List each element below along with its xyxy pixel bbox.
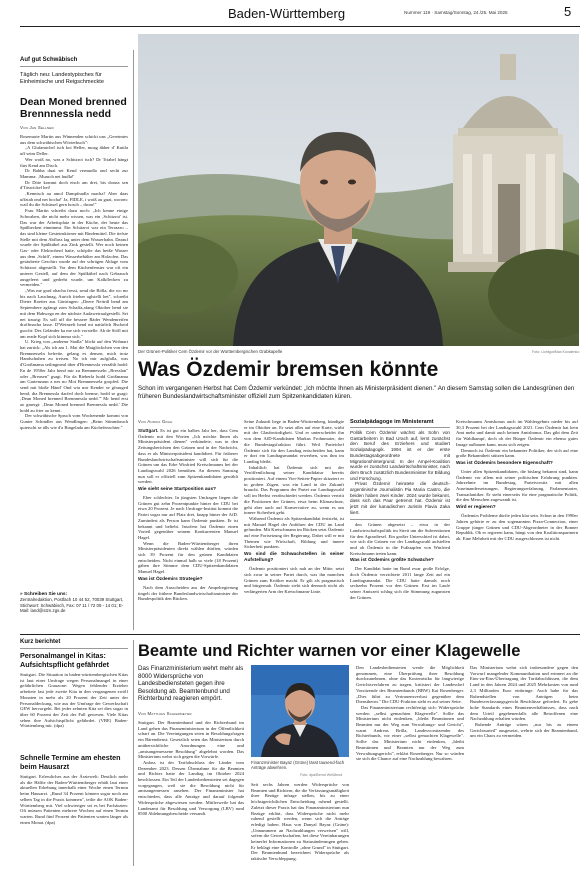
top-story-intro: Schon im vergangenen Herbst hat Cem Özdemir verkündet: „Ich möchte Ihnen als Ministerpräsident dienen." An diesem Samstag sollen die Landesgrünen den früheren Bundeslandwirtschaftsminister offiziell zum Spitzenkandidaten küren.	[138, 385, 575, 400]
top-col4-subhead: Was ist Özdemirs besondere Eigenschaft?	[456, 460, 553, 466]
bayaz-photo	[251, 665, 349, 757]
bottom-story-intro: Das Finanzministerium wehrt mehr als 8000 Widersprüche von Landesbediensteten gegen ihre Besoldung ab. Beamtenbund und Richterbund reagieren empört.	[138, 665, 244, 703]
sidebar-paragraph: ‚Kenntsch au amol Dampfnudla macha? Aber daas uffziah ond net bocha!' Ja, FIDLE, i woiß au guat, worom: wail du die Schüssel gern hosch – drom!"	[20, 191, 128, 208]
top-col1-paragraph: Es ist gut ein halbes Jahr her, dass Cem Özdemir mit den Worten „Ich möchte Ihnen als Ministerpräsident dienen" verkündete, was in den Zeitungsberichten den Grünen und in der Nachricht, dass er als Ministerpräsident kandidiert. Für früherer Bundeslandwirtschaftsminister will sich für die Grünen um das Erbe Winfried Kretschmanns bei der Landtagswahl 2026 bemühen. An diesem Samstag nun soll er offiziell zum Spitzenkandidaten gewählt werden.	[138, 428, 238, 485]
sidebar-paragraph: Rosemarie Martin aus Winnenden schickt uns „Gereimtes aus dem schwäbischen Wörterbuch":	[20, 134, 128, 145]
top-col-1	[138, 428, 238, 630]
bottom-col-1	[138, 720, 244, 866]
sidebar-paragraph: U. Krieg von „andermr Stadla" blickt auf den Wohnart hat zurück: „Als ich am 1. Mai die Maiglöckchen von den Brennnesseln befreite, gelang es densen, mich trotz Handschuhen zu treisen. No ich mir aufgfalla, was d'Großmama seilingmeal über d'Brennessla verzählt hodd: En de 1950er Jahr hend mir zu Brennnesseln „Bresslan" oder „Breasen" gsagt. Für da Bieberla hodd Großmama am Gartenzaun a nes no Moi Brennnessela gropfed. Die send mit bloße Händ' Ond wia mir Kender se gfrauged hend, dia Brennessla darfed doch brenne, hodd se gsagt: ‚Dean Moned brenned Brennnessla nedd.'" Mr hend erst ao gmergt: ‚Dean Moned brenned Brennessla nedd.' Die hodd au frier ao kennt.	[20, 339, 128, 413]
top-col1-paragraph: Wenn die Baden-Württemberger ihren Ministerpräsidenten direkt wählen dürften, würden sich 39 Prozent für den grünen Kandidaten entscheiden. Nicht einmal halb so viele (18 Prozent) gäben ihre Stimme dem CDU-Spitzenkandidaten Manuel Hagel.	[138, 540, 238, 575]
top-col2-paragraph: Inhaltlich hat Özdemir sich mit der Veröffentlichung seiner Kandidatur bereits positioniert. Auf einem Vier-Seiten-Papier skizziert er in groben Zügen, was ein Land in der Zukunft braucht. Das Programm der Partei zur Landtagswahl soll im Herbst verabschiedet werden. Özdemir vertritt die Positionen der Grünen, etwa beim Klimaschutz, geht aber auch auf Konservative zu, wenn es um innere Sicherheit geht.	[244, 464, 344, 516]
header-rule	[20, 26, 580, 27]
kurz-item-2-headline: Schnelle Termine am ehesten beim Hausarzt	[20, 753, 121, 771]
top-col3-subhead: Was ist Özdemirs größte Schwäche?	[350, 558, 434, 564]
contact-text: Zentralredaktion, Postfach 10 44 52, 70039 Stuttgart, Stichwort: Schwäbisch, Fax: 07 11 / 72 05 - 14 01; E-Mail: land@stzn.zgs.de	[20, 597, 124, 614]
top-col4-paragraph: Kretschmanns Amtsbonus auch im Wahlergebnis nieder bis auf 30,3 Prozent bei der Landtagswahl 2021. Cem Özdemir hat kein Amt mehr und damit auch keinen Amtsbonus. Das gibt dem Zeit für Wahlkampf, doch ob der Bürger Özdemir ein ebenso gutes Image aufbauen kann, muss sich zeigen.	[456, 419, 578, 447]
kurz-section-label: Kurz berichtet	[20, 639, 61, 645]
sidebar-paragraph: Der schwäbische Spruch vom Wochenende kommt von Gunter Schindler aus Wendlingen: „Beim Stimmbruch quietscht se älls wie d'a Ringelada am Küchefenschter."	[20, 413, 128, 430]
top-col3-paragraph: Der Kandidat hatte im Bund zwar große Erfolge, doch Özdemir verzichtete 2011 lange Zeit auf ein Landtagsmandat. Die CDU hatte damals noch sechzehn Prozent vor den Grünen. Erst im Laufe seiner Amtszeit schlug sich die Stimmung zugunsten der Grünen.	[350, 566, 450, 600]
top-col2-subhead: Wo sind die Schwachstellen in seiner Aufstellung?	[244, 552, 344, 564]
top-col4-paragraph: Özdemirs Probleme dürfte jeden klar sein. Schon in den 1990er Jahren gehörte er zu den sogenannten Pizza-Connection, einer Gruppe jünger Grünen und CDU-Abgeordneter in der Bonner Republik. Ob er regieren kann, hängt von den Koalitionspartnern ab. Eine Mehrheit mit der CDU ausgeschlossen ist nicht.	[456, 513, 578, 541]
top-col-2	[244, 419, 344, 630]
bottom-col1-paragraph: Anlass ist der Tarifabschluss der Länder vom Dezember 2023. Dessen Übernahme für die Beamten und Richter hatte der Landtag im Oktober 2024 beschlossen. Ein Teil der Landesbediensteten sei dagegen vorgegangen, weil sie die Besoldung nicht für amtsangemessen ansehen. Der Finanzminister hat entschieden, dass alle Anträge und darauf folgende Widersprüche abgewiesen werden. Mittlerweile hat das Landesamt für Besoldung und Versorgung (LBV) rund 8500 Ablehnungsbescheide versandt.	[138, 759, 244, 817]
top-story-byline: Von Annika Grah	[138, 419, 173, 424]
ozdemir-photo	[138, 34, 579, 346]
sidebar-byline: Von Jan Sellner	[20, 125, 54, 130]
page-number: 5	[564, 4, 572, 19]
top-col2-paragraph: Seine Zukunft liege in Baden-Württemberg, kündigte er im Oktober an. Er setzt alles auf eine Karte, wirbt mit der Glaubwürdigkeit. Und er unterscheidet ihn von dem AfD-Kandidaten Markus Frohnmaier, der die Bundestagsfraktion führt. Weil Parteichef Özdemir sich für den Landtag entscheiden hat, kann er dort ein Landtagsmandat erwerben, was ihm im Landtag bleibt.	[244, 419, 344, 464]
top-col4-paragraph: Unter allen Spitzenkandidaten, die bislang bekannt sind, kann Özdemir vor allem mit seiner politischen Erfahrung punkten. Jahrzehnte im Bundestag, Parteivorsitz mit allen Auseinandersetzungen, Regierungserfahrung, Parlamentarier, Transatlantiker. Er steht einerseits für eine pragmatische Politik, die den Menschen zugewandt ist.	[456, 468, 578, 503]
top-col-4	[456, 419, 578, 630]
bottom-col4-paragraph: Das Ministerium wehrt sich insbesondere gegen den Vorwurf mangelnder Kommunikation und erinnert an die Eins-zu-Eins-Übertragung der Tarifabschlüssen, die dem Land in den Jahren 2024 und 2025 Mehrkosten von rund 2,3 Milliarden Euro einbringe. Auch habe für das Ruhendstellen von Anträgen beim Bundesverfassungsgericht Beschlüsse gefordert. Es gebe hohe Standards eines Beamtenverhältnisses, dass nach dem Urteil gegebenenfalls alle Betroffenen eine Nachzahlung erhalten würden.	[470, 665, 578, 722]
top-col1-subhead: Wie sieht seine Startposition aus?	[138, 487, 217, 493]
bottom-col4-paragraph: Ruhende Anträge wären „nur bis zu einem Gerichtsurteil" ausgesetzt, wehrte sich der Beamtenbund, um ein Chaos zu vermeiden.	[470, 722, 578, 739]
top-story-headline: Was Özdemir bremsen könnte	[138, 358, 439, 381]
sidebar-headline: Dean Moned brenned Brennnessla nedd	[20, 96, 127, 120]
sidebar-label-rule	[20, 66, 128, 67]
top-col1-paragraph: Nach dem Ausscheiden aus der Ampelregierung tingelt der frühere Bundeslandwirtschaftsminister der Bundespolitik den Rücken.	[138, 584, 238, 602]
contact-lead: » Schreiben Sie uns:	[20, 592, 68, 597]
bottom-photo-caption: Finanzminister Bayaz (Grüne) lässt tausend-fach Anträge abwehren.	[251, 760, 345, 771]
infobox-rule	[350, 427, 450, 428]
infobox-end-rule	[350, 519, 450, 520]
top-col1-subhead-2: Was ist Özdemirs Strategie?	[138, 576, 203, 582]
top-col3-paragraph: Privat Özdemir heiratete die deutsch-argentinische Journalistin Pia Maria Castro, die beiden haben zwei Kinder. 2024 wurde bekannt, dass sich das Paar getrennt hat. Özdemir ist jetzt mit der kanadischen Juristin Flavia Zaka liiert.	[350, 481, 450, 515]
bottom-col-4	[470, 665, 578, 866]
kurz-item-1-text: Stuttgart. Die Situation in baden-württembergischen Kitas ist laut einer Umfrage wegen Personalmangel in einer gefährlichen Grauzone: Wegen fehlender Erzieher arbeitete fast jede zweite Kita in den vergangenen zwölf Monaten in mehr als 20 Prozent der Zeit unter der Personaldeckung, wie aus der Umfrage der Gewerkschaft GEW hervorgeht. Bei jeder zehnten Kita sei dies sogar in über 60 Prozent der Zeit der Fall gewesen. Viele Kitas sehen ihre Aufsichtspflicht gefährdet. (VBE) Baden-Württemberg mit. (dpa)	[20, 672, 128, 729]
top-col4-subhead-2: Wird er regieren?	[456, 505, 496, 511]
sidebar-divider	[133, 50, 134, 630]
section-divider	[20, 634, 580, 635]
bottom-col-3	[356, 665, 464, 866]
top-col3-paragraph: den Grünen abgesetzt – etwa in der Landwirtschaftspolitik im Streit um die Subventionen für den Agrardiesel. Ein großer Unterschied ist dabei, wie sich die Grünen vor der Landtagswahl aufstellen und ob Özdemir in die Fußstapfen von Winfried Kretschmann treten kann.	[350, 522, 450, 556]
kurz-divider	[133, 640, 134, 866]
bayaz-photo-illustration	[251, 665, 349, 757]
bottom-col-2	[251, 782, 349, 866]
top-col2-paragraph: Während Özdemir als Spitzenkandidat feststeht, ist mit Manuel Hagel der Anführer der CDU im Land gefunden. Mit Kretschmann im Rücken setzt Özdemir auf eine Fortsetzung der Regierung. Dabei will er mit Themen wie Wirtschaft, Bildung und innere Sicherheit punkten.	[244, 515, 344, 550]
sidebar-paragraph: „Was me grad ohacha fresst, send die Bölla, die wo mr bis nach Lauchnag, Aurich frieher aglstellt het", schreibt Dieter Roetter aus Gärtringen: „Deere Neitriß bend am Septembere agfangt zom Schaffa,afang Oktober hend sie mit dem Habwega en der nächste Audaweiraufgestellt. Sei net traurig: Es soll uff die bessere Räder Wendenreifen droffmacha lasse. D'Weinzelt hend mi natürlich Bscheid gsocht: Des Geländer ka me sich vorstelle. Ab de Stöfl mit am reade Kopf sich kiimma sich."	[20, 287, 128, 339]
top-photo-credit: Foto: Lichtgut/Max Kovalenko	[532, 350, 580, 354]
bottom-photo-credit: Foto: dpa/Bernd Weißbrod	[300, 773, 343, 777]
kurz-label-rule	[20, 648, 128, 649]
sidebar-paragraph: Wer woiß no, was a Schitzroi isch? Dr Triabel hängt fürs Kend am Disch.	[20, 156, 128, 168]
top-col2-paragraph: Özdemir positioniert sich nah an der Mitte, setzt sich zwar in seiner Partei durch, was ihn manchen Grünen zum Kritiker macht. Er gilt als pragmatisch und bürgernah. Özdemir sieht sich dennoch nicht als verlängerten Arm der Kretschmann-Linie.	[244, 566, 344, 594]
top-col1-paragraph: Eher schlechter. In jüngsten Umfragen liegen die Grünen gut zehn Prozentpunkte hinter der CDU bei etwa 20 Prozent. Je nach Umfrage-Institut kommt die Partei sogar nur auf Platz drei, knapp hinter der AfD. Zumindest als Person kann Özdemir punkten. Er ist bekannt und beliebt. Insofern hat Özdemir einen Vorteil gegenüber seinem Konkurrenten Manuel Hagel.	[138, 495, 238, 540]
bottom-story-byline: Von Matthias Schiermeyer	[138, 711, 192, 716]
sidebar-paragraph: „A Glufamichel isch koi Heller, moag äbber d' Kuttla uff seim Deller.	[20, 145, 128, 157]
bottom-col1-paragraph: Stuttgart. Der Beamtenbund und der Richterbund im Land gehen das Finanzministerium in der Öffentlichkeit scharf an. Die Vereinigungen seien in Besoldungsfragen ein Bärendienst: Gesetzlich seien das Ministerium durch unübersichtliche Anordnungen eine und „amtsangemessene Besoldung" abgelehnt worden. Das Ministerium wehrt sich gegen die Vorwürfe.	[138, 720, 244, 760]
sidebar-body	[20, 134, 128, 587]
ozdemir-photo-illustration	[138, 34, 579, 346]
region-title: Baden-Württemberg	[228, 6, 346, 21]
sidebar-section-label: Auf gut Schwäbisch	[20, 57, 78, 63]
sidebar-paragraph: Dr Babba duat sei Kend vermudla ond secht zur Mamma: ‚Muasch net hudla!'	[20, 168, 128, 179]
kurz-item-1-headline: Personalmangel in Kitas: Aufsichtspflicht gefährdet	[20, 651, 110, 669]
kurz-item-2-text: Stuttgart. Erfreuliches aus der Ärztewelt: Deutlich mehr als die Hälfte der Baden-Württemberger erhält laut einer aktuellen Erhebung innerhalb einer Woche einen Termin beim Hausarzt. „Rund 34 Prozent können sogar noch am selben Tag in die Praxis kommen", teilte die AOK Baden-Württemberg mit. Viel schwieriger sei es bei Fachärzten: Oft müssen Patienten mehrere Wochen auf einen Termin warten. Rund fünf Prozent der Patienten warten länger als einen Monat. (dpa)	[20, 774, 128, 825]
bottom-col3-paragraph: Den Landesbediensteten werde die Möglichkeit genommen, eine Überprüfung ihrer Besoldung durchzunehmen, ohne das Kostenrisiko für langwierige Gerichtsverfahren zu tragen, kritisiert der Landeschef Vorsitzende des Beamtenbunds (BBW) Kai Rosenberger. „Dies führt zu Vertrauensverlust gegenüber dem Dienstherrn." Die CDU-Fraktion sieht es auf seiner Seite.	[356, 665, 464, 705]
bottom-col3-paragraph: Das Finanzministerium rechtfertigt sich: Widersprüche werden „selbst gemachten Klagewelle". Sollte das Ministerium nicht einlenken, „bleibt Beamtinnen und Beamten nur der Weg zum Verwaltungs- und Gericht", warnt Andreas Brilla, Landesvorsitzender des Richterbunds, vor einer „selbst gemachten Klagewelle". Sollte das Ministerium nicht einlenken, „bleibt Beamtinnen und Beamten nur der Weg zum Verwaltungsgericht", erklärt Rosenberger. Nur so würden sie sich die Chance auf eine Nachzahlung bewahren.	[356, 704, 464, 762]
sidebar-kicker: Täglich neu: Landestypisches für Einheimische und Reigschmeckte	[20, 72, 104, 85]
top-col-3	[350, 430, 450, 630]
sidebar-contact	[20, 592, 128, 614]
top-photo-caption: Der Grünen-Politiker Cem Özdemir vor der Württembergischen Grabkapelle	[138, 349, 283, 354]
infobox-label: Sozialpädagoge im Ministeramt	[350, 419, 434, 425]
top-col4-paragraph: Dennoch ist Özdemir ein bekannter Politiker, der sich auf eine große Bekanntheit stützen kann.	[456, 447, 578, 459]
sidebar-paragraph: Dr Döte kommt doch eisch am drei, bis doona sen d'Täswickel bei!	[20, 179, 128, 191]
bottom-story-headline: Beamte und Richter warnen vor einer Klagewelle	[138, 642, 521, 660]
sidebar-paragraph: Frau Martin schreibt dazu noch: „Ich kenne einige Schwaben, die nicht mehr wissen, was ein ‚Schitzroi' ist. Das war der Arbeitsplatz in der Küche, der heute das Spülbecken einnimmt. Ein Schitzroi war ein Terrazzo – das sind kleine Gesteinskörner mit Bindemittel. Die tiefste Stelle mit dem Abfluss lag unter dem Wasserhahn. Darauf wurde der Spülkübel aus Zink gestellt. Wer noch keinen Gas- oder Elektroherd hatte, schöpfte das heiße Wasser aus dem ‚Schiff', einem Wasserbehälter am Holzofen. Das gesäuberte Geschirr wurde auf der schrägen Ablage vom Schitzroi abgestellt. Vor dem Küchenfenster war oft ein unterer Gestell, auf dem der Spülkübel nach Gebrauch ausgeleert und gedreht wurde, um Kalkflecken zu vermeiden."	[20, 208, 128, 288]
issue-line: Nummer 119 · Samstag/Sonntag, 24./25. Mai 2025	[404, 10, 508, 15]
dateline: Stuttgart.	[138, 428, 159, 433]
top-col3-paragraph: Politik Cem Özdemir wächst als Sohn von Gastarbeitern in Bad Urach auf, lernt zunächst den Beruf des Erziehers und studiert Sozialpädagogik. 1994 ist er der erste Bundestagsabgeordnete mit Migrationshintergrund. In der Ampel-Koalition wurde er zunächst Landwirtschaftsminister, nach dem Bruch zusätzlich Bundesminister für Bildung und Forschung.	[350, 430, 450, 481]
bottom-col2-paragraph: Seit sechs Jahren werden Widersprüche von Beamten und Richtern, die die Verfassungsmäßigkeit ihrer Bezüge infrage stellen, bis zu einer höchstgerichtlichen Entscheidung ruhend gestellt. Zuletzt dieser Praxis hat das Finanzministerium nun Bezüge erklärt, dass Widersprüche nicht mehr ruhend gestellt werden, wenn sich die Anträge erledigt haben. Haus von Danyal Bayaz (Grüne): „Unnummern an Nachzahlungen verweisen" will, sofern die Gewerkschaften, bei diese Vereinbarungen keinerlei Informationen zu Statusänderungen geben. Er beklagt eine Kontrolle „ohne Grund" in Stuttgart. Der Beamtenbund bezeichnet Widersprüche als taktische Verschleppung.	[251, 782, 349, 862]
